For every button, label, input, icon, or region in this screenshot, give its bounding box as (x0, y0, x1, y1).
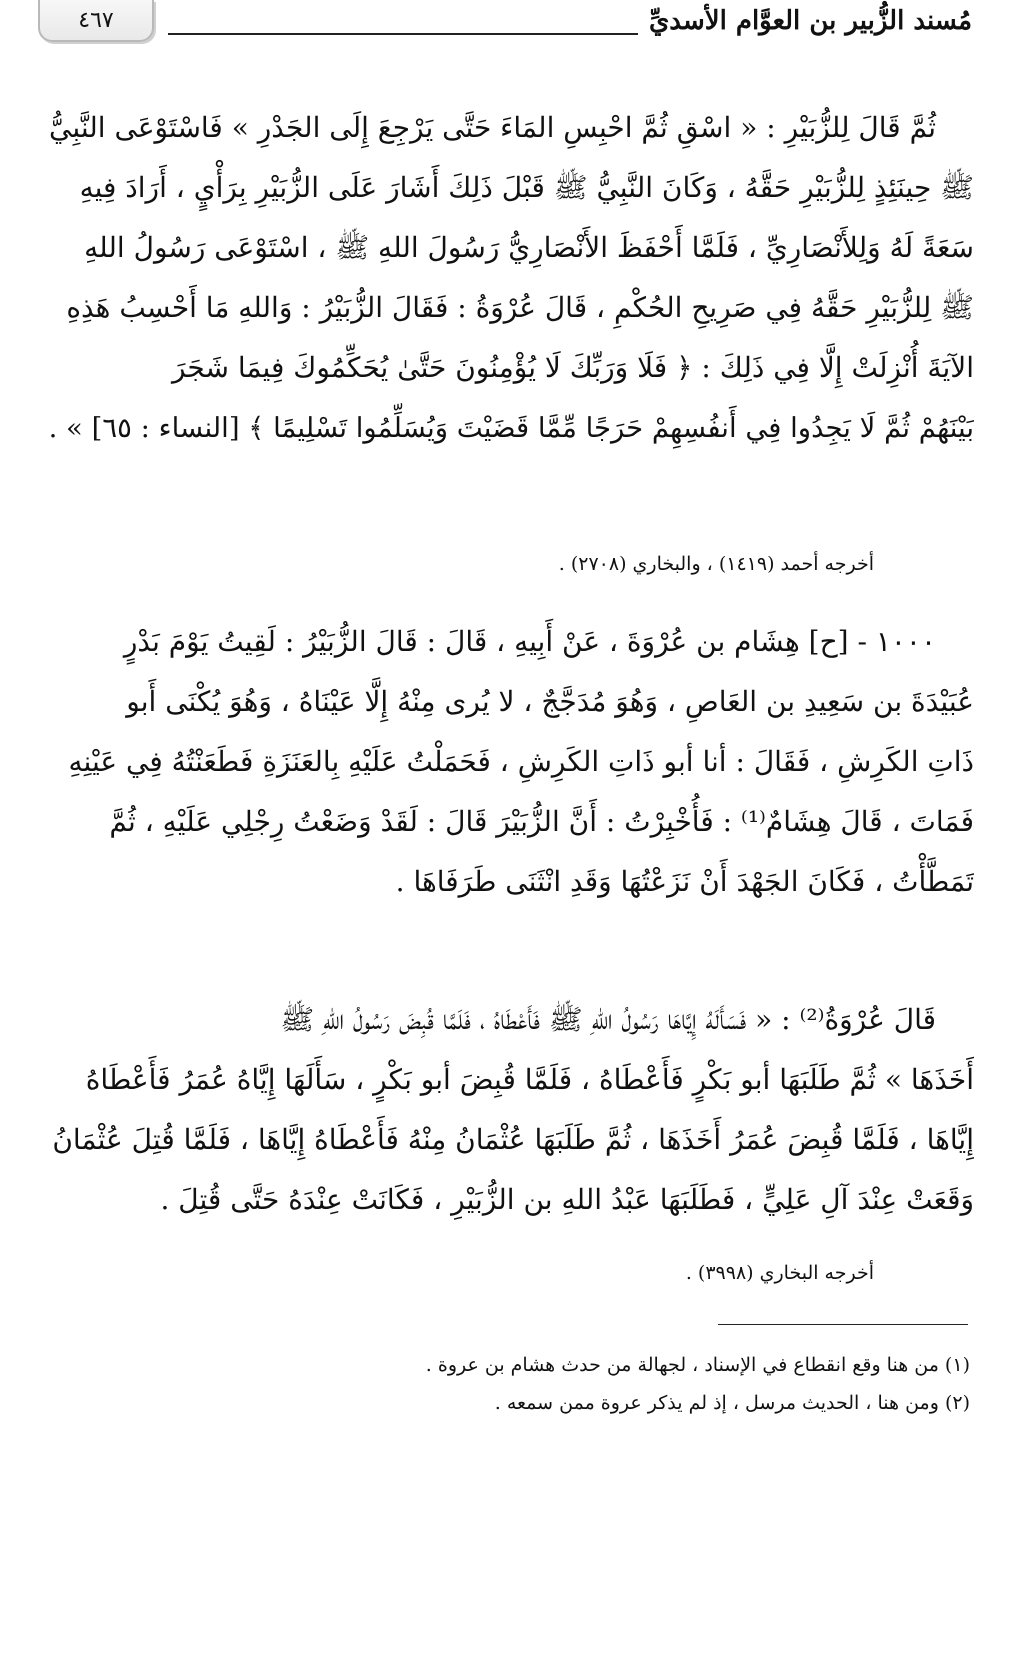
text-line: إِيَّاهَا ، فَلَمَّا قُبِضَ عُمَرُ أَخَذَهَا ، ثُمَّ طَلَبَهَا عُثْمَانُ مِنْهُ فَأَعْطَاهُ إِيَّاهَا ، فَلَمَّا قُتِلَ عُثْمَانُ (52, 1123, 974, 1156)
text-line: قَالَ عُرْوَةُ⁽²⁾ : « فَسَأَلَهُ إِيَّاهَا رَسُولُ اللهِ ﷺ فَأَعْطَاهُ ، فَلَمَّا قُبِضَ رَسُولُ اللهِ ﷺ (280, 1003, 936, 1036)
footnotes (40, 1346, 970, 1422)
text-line: أَخَذَهَا » ثُمَّ طَلَبَهَا أبو بَكْرٍ فَأَعْطَاهُ ، فَلَمَّا قُبِضَ أبو بَكْرٍ ، سَأَلَهَا إِيَّاهُ عُمَرُ فَأَعْطَاهُ (85, 1063, 974, 1096)
footnote-separator (718, 1324, 968, 1325)
text-line: سَعَةً لَهُ وَلِلأَنْصَارِيِّ ، فَلَمَّا أَحْفَظَ الأَنْصَارِيُّ رَسُولَ اللهِ ﷺ ، اسْتَوْعَى رَسُولُ اللهِ (84, 231, 974, 264)
header-rule (168, 33, 638, 35)
text-line: ﷺ لِلزُّبَيْرِ حَقَّهُ فِي صَرِيحِ الحُكْمِ ، قَالَ عُرْوَةُ : فَقَالَ الزُّبَيْرُ : وَاللهِ مَا أَحْسِبُ هَذِهِ (66, 291, 974, 324)
text-line: ﷺ حِينَئِذٍ لِلزُّبَيْرِ حَقَّهُ ، وَكَانَ النَّبِيُّ ﷺ قَبْلَ ذَلِكَ أَشَارَ عَلَى الزُّبَيْرِ بِرَأْيٍ ، أَرَادَ فِيهِ (79, 171, 974, 204)
text-line: وَقَعَتْ عِنْدَ آلِ عَلِيٍّ ، فَطَلَبَهَا عَبْدُ اللهِ بن الزُّبَيْرِ ، فَكَانَتْ عِنْدَهُ حَتَّى قُتِلَ . (160, 1183, 974, 1216)
footnote-1: (١) من هنا وقع انقطاع في الإسناد ، لجهالة من حدث هشام بن عروة . (425, 1354, 970, 1376)
text-block-1 (40, 98, 974, 458)
footnote-2: (٢) ومن هنا ، الحديث مرسل ، إذ لم يذكر عروة ممن سمعه . (494, 1392, 970, 1414)
text-line: بَيْنَهُمْ ثُمَّ لَا يَجِدُوا فِي أَنفُسِهِمْ حَرَجًا مِّمَّا قَضَيْتَ وَيُسَلِّمُوا تَسْلِيمًا ﴾ [النساء : ٦٥] » . (48, 412, 974, 444)
text-block-3 (40, 990, 974, 1230)
text-line: ١٠٠٠ - [ح] هِشَام بن عُرْوَةَ ، عَنْ أَبِيهِ ، قَالَ : قَالَ الزُّبَيْرُ : لَقِيتُ يَوْمَ بَدْرٍ (123, 625, 936, 658)
text-line: فَمَاتَ ، قَالَ هِشَامٌ⁽¹⁾ : فَأُخْبِرْتُ : أَنَّ الزُّبَيْرَ قَالَ : لَقَدْ وَضَعْتُ رِجْلِي عَلَيْهِ ، ثُمَّ (109, 805, 974, 838)
text-block-2 (40, 612, 974, 912)
source-note-1: أخرجه أحمد (١٤١٩) ، والبخاري (٢٧٠٨) . (558, 553, 874, 575)
text-line: تَمَطَّأْتُ ، فَكَانَ الجَهْدَ أَنْ نَزَعْتُهَا وَقَدِ انْثَنَى طَرَفَاهَا . (395, 865, 974, 898)
running-title: مُسند الزُّبير بن العوَّام الأسديِّ (648, 6, 972, 36)
text-line: ذَاتِ الكَرِشِ ، فَقَالَ : أنا أبو ذَاتِ الكَرِشِ ، فَحَمَلْتُ عَلَيْهِ بِالعَنَزَةِ فَطَعَنْتُهُ فِي عَيْنِهِ (68, 745, 974, 778)
page-number: ٤٦٧ (38, 0, 154, 42)
text-line: ثُمَّ قَالَ لِلزُّبَيْرِ : « اسْقِ ثُمَّ احْبِسِ المَاءَ حَتَّى يَرْجِعَ إِلَى الجَدْرِ » فَاسْتَوْعَى النَّبِيُّ (49, 111, 936, 144)
text-line: عُبَيْدَةَ بن سَعِيدِ بن العَاصِ ، وَهُوَ مُدَجَّجٌ ، لا يُرى مِنْهُ إِلَّا عَيْنَاهُ ، وَهُوَ يُكْنَى أَبو (126, 685, 974, 718)
source-note-2: أخرجه البخاري (٣٩٩٨) . (685, 1262, 874, 1284)
page-header (38, 0, 972, 60)
text-line: الآيَةَ أُنْزِلَتْ إِلَّا فِي ذَلِكَ : ﴿ فَلَا وَرَبِّكَ لَا يُؤْمِنُونَ حَتَّىٰ يُحَكِّمُوكَ فِيمَا شَجَرَ (171, 351, 974, 384)
